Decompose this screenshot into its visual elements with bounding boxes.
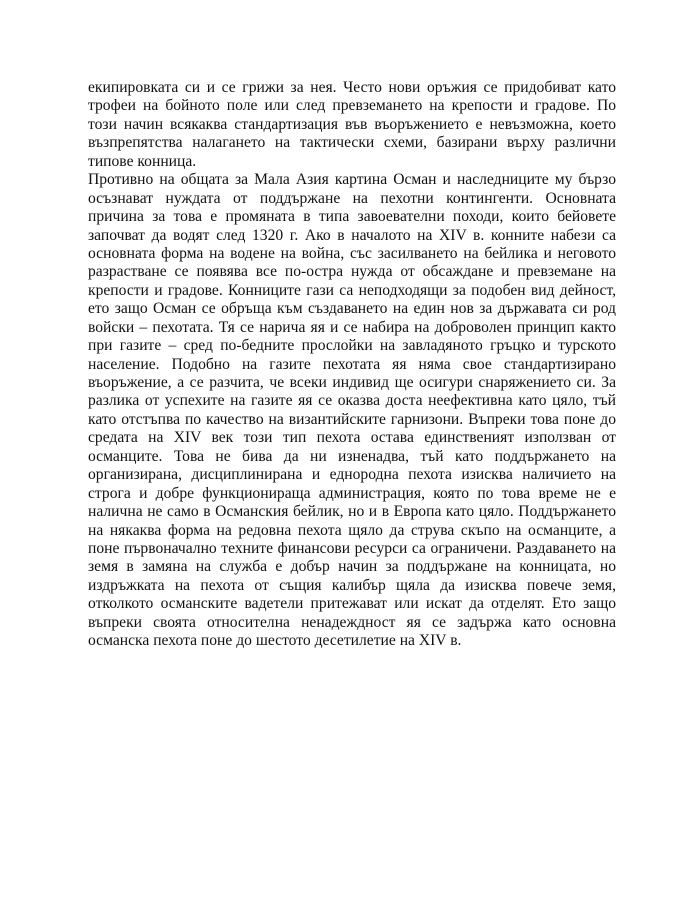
text-line: средата на XIV век този тип пехота остава единственият използван от — [88, 429, 616, 447]
text-line: трофеи на бойното поле или след превземането на крепости и градове. По — [88, 97, 616, 115]
text-line: започват да водят след 1320 г. Ако в началото на XIV в. конните набези са — [88, 226, 616, 244]
text-line: земя в замяна на служба е добър начин за поддържане на конницата, но — [88, 558, 616, 576]
body-text — [88, 79, 616, 651]
text-line: типове конница. — [88, 152, 197, 170]
text-line: издръжката на пехота от същия калибър щяла да изисква повече земя, — [88, 576, 616, 594]
text-line: разлика от успехите на газите яя се оказва доста неефективна като цяло, тъй — [88, 392, 616, 410]
text-line: ето защо Осман се обръща към създаването на един нов за държавата си род — [88, 300, 616, 318]
text-line: организирана, дисциплинирана и еднородна пехота изисква наличието на — [88, 466, 616, 484]
text-line: въпреки своята относителна ненадеждност яя се задържа като основна — [88, 613, 616, 631]
text-line: население. Подобно на газите пехотата яя няма свое стандартизирано — [88, 355, 616, 373]
text-line: поне първоначално техните финансови ресурси са ограничени. Раздаването на — [88, 539, 616, 557]
text-line: Противно на общата за Мала Азия картина Осман и наследниците му бързо — [88, 171, 616, 189]
text-line: османска пехота поне до шестото десетилетие на XIV в. — [88, 632, 462, 650]
text-line: въоръжение, а се разчита, че всеки индивид ще осигури снаряжението си. За — [88, 374, 616, 391]
text-line: този начин всякаква стандартизация във въоръжението е невъзможна, което — [88, 115, 616, 133]
text-line: като отстъпва по качество на византийските гарнизони. Въпреки това поне до — [88, 410, 616, 428]
text-line: отколкото османските вадетели притежават или искат да отделят. Ето защо — [88, 595, 616, 613]
text-line: османците. Това не бива да ни изненадва, тъй като поддържането на — [88, 447, 616, 465]
text-line: причина за това е промяната в типа завоевателни походи, които бейовете — [88, 208, 616, 226]
text-line: възпрепятства налагането на тактически схеми, базирани върху различни — [88, 134, 616, 152]
text-line: на някаква форма на редовна пехота щяло да струва скъпо на османците, а — [88, 521, 616, 539]
text-line: основната форма на водене на война, със засилването на бейлика и неговото — [88, 244, 616, 262]
text-line: налична не само в Османския бейлик, но и в Европа като цяло. Поддържането — [88, 503, 616, 521]
text-line: екипировката си и се грижи за нея. Често нови оръжия се придобиват като — [88, 79, 616, 96]
text-line: строга и добре функционираща администрация, която по това време не е — [88, 484, 616, 502]
text-line: крепости и градове. Конниците гази са неподходящи за подобен вид дейност, — [88, 281, 616, 299]
text-line: разрастване се появява все по-остра нужда от обсаждане и превземане на — [88, 263, 616, 281]
text-line: войски – пехотата. Тя се нарича яя и се набира на доброволен принцип както — [88, 318, 616, 336]
text-line: осъзнават нуждата от поддържане на пехотни контингенти. Основната — [88, 189, 616, 207]
text-line: при газите – сред по-бедните прослойки на завладяното гръцко и турското — [88, 337, 616, 355]
